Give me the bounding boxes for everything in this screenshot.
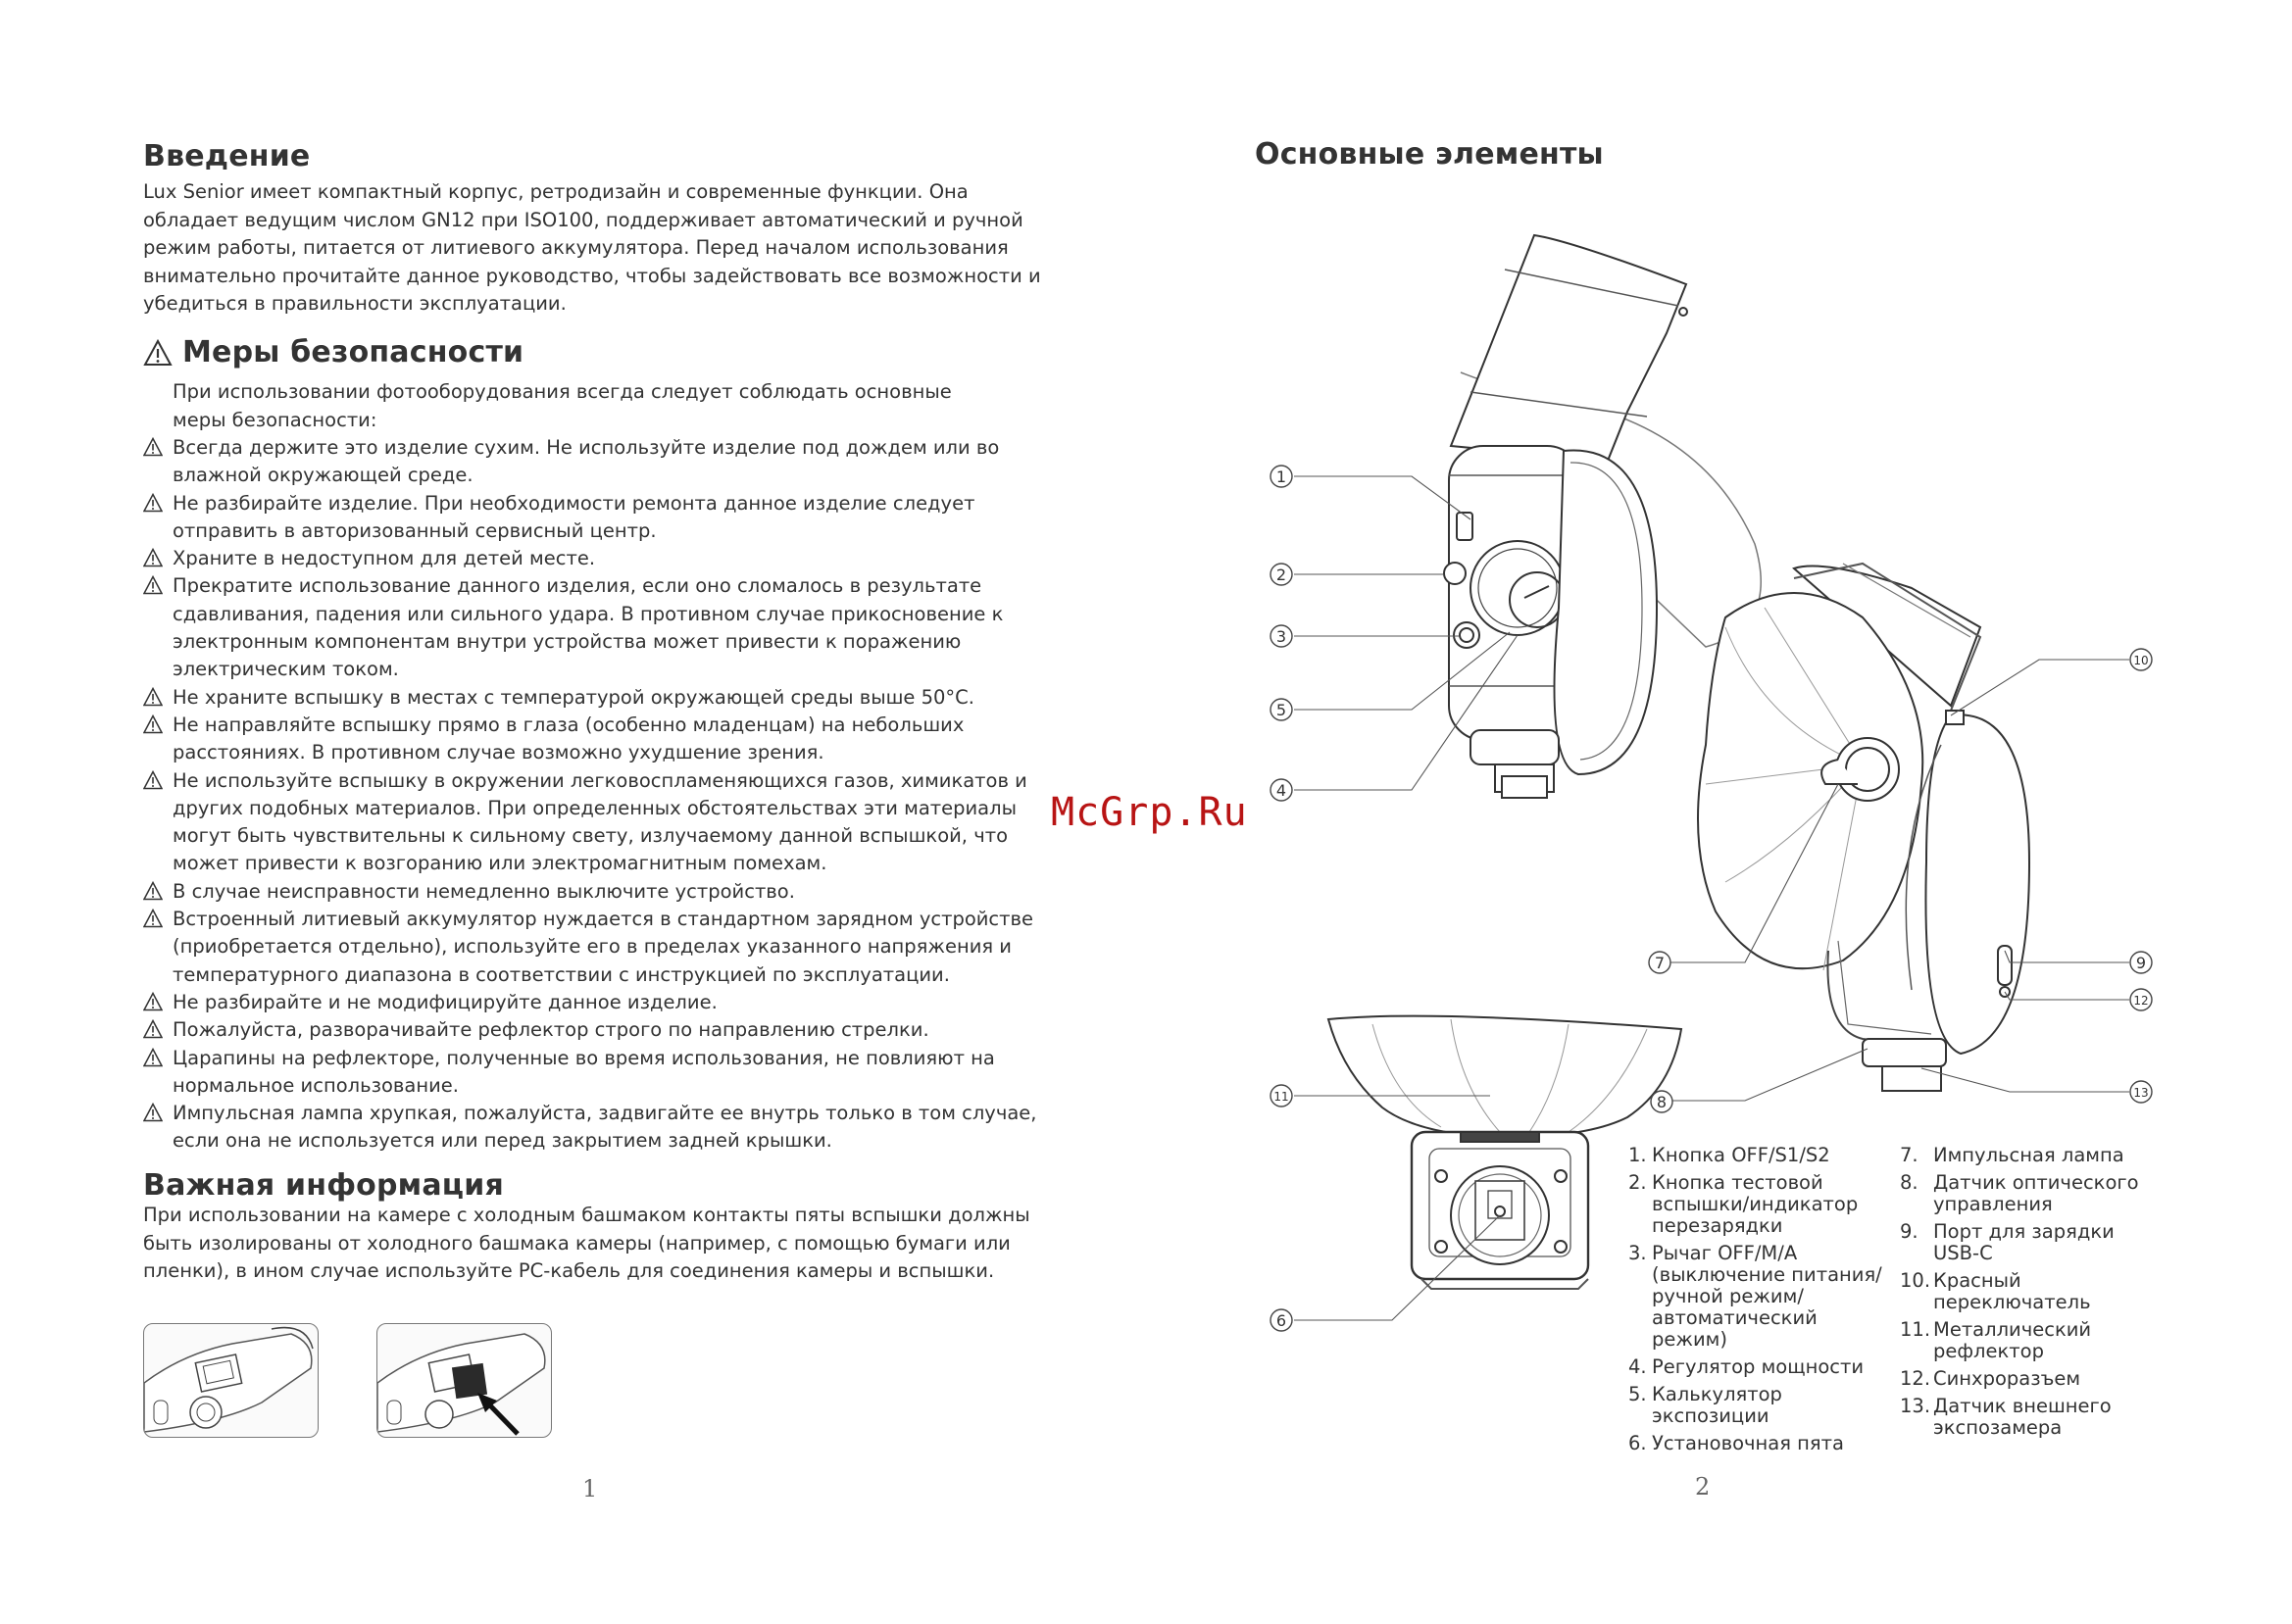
safety-item — [143, 878, 1050, 906]
legend-number: 9. — [1900, 1220, 1918, 1243]
callout-6 — [1271, 1309, 1292, 1331]
safety-item-text: Встроенный литиевый аккумулятор нуждается в стандартном зарядном устройстве (приобретается отдельно), используйте его в пределах указанного напряжения и температурного диапазона в соответствии с инструкцией по эксплуатации. — [173, 908, 1034, 986]
svg-text:12: 12 — [2133, 994, 2149, 1008]
svg-text:5: 5 — [1275, 701, 1287, 719]
warning-icon — [143, 909, 163, 928]
legend-item — [1900, 1270, 2165, 1313]
legend-number: 13. — [1900, 1395, 1931, 1417]
legend-text: Кнопка OFF/S1/S2 — [1652, 1144, 1830, 1166]
legend-number: 6. — [1628, 1432, 1647, 1454]
safety-item-text: Храните в недоступном для детей месте. — [173, 547, 596, 570]
callout-10 — [2130, 649, 2152, 670]
callout-2 — [1271, 564, 1292, 585]
legend-text: Синхроразъем — [1933, 1367, 2081, 1390]
warning-icon — [143, 881, 163, 901]
safety-heading — [143, 335, 523, 369]
legend-item — [1900, 1368, 2165, 1390]
legend-text: Порт для зарядки USB-C — [1933, 1220, 2115, 1264]
warning-icon — [143, 493, 163, 513]
legend-number: 7. — [1900, 1144, 1918, 1166]
intro-text: Lux Senior имеет компактный корпус, ретродизайн и современные функции. Она обладает ведущим числом GN12 при ISO100, поддерживает автоматический и ручной режим работы, питается от литиевого аккумулятора. Перед началом использования внимательно прочитайте данное руководство, чтобы задействовать все возможности и убедиться в правильности эксплуатации. — [143, 180, 1041, 315]
warning-icon — [143, 1019, 163, 1039]
svg-text:1: 1 — [1275, 468, 1287, 486]
svg-text:11: 11 — [1273, 1090, 1289, 1104]
callout-3 — [1271, 625, 1292, 647]
warning-icon — [143, 339, 173, 367]
safety-item-text: Не направляйте вспышку прямо в глаза (особенно младенцам) на небольших расстояниях. В противном случае возможно ухудшение зрения. — [173, 713, 965, 764]
legend-number: 3. — [1628, 1242, 1647, 1264]
callout-13 — [2130, 1081, 2152, 1103]
safety-item — [143, 989, 1050, 1016]
safety-list — [143, 434, 1050, 1156]
legend-left — [1628, 1145, 1893, 1460]
safety-item-text: Не разбирайте изделие. При необходимости ремонта данное изделие следует отправить в авторизованный сервисный центр. — [173, 491, 975, 542]
legend-item — [1900, 1396, 2165, 1439]
legend-item — [1628, 1145, 1893, 1166]
warning-icon — [143, 687, 163, 707]
legend-number: 10. — [1900, 1269, 1931, 1292]
safety-item — [143, 767, 1050, 878]
legend-item — [1900, 1145, 2165, 1166]
legend-number: 11. — [1900, 1318, 1931, 1341]
legend-text: Кнопка тестовой вспышки/индикатор перезарядки — [1652, 1171, 1859, 1237]
warning-icon — [143, 1048, 163, 1067]
important-title: Важная информация — [143, 1168, 504, 1203]
safety-lead: При использовании фотооборудования всегда следует соблюдать основные меры безопасности: — [173, 380, 952, 431]
legend-number: 5. — [1628, 1383, 1647, 1405]
safety-item — [143, 906, 1050, 989]
legend-number: 8. — [1900, 1171, 1918, 1194]
warning-icon — [143, 548, 163, 567]
legend-item — [1628, 1384, 1893, 1427]
legend-item — [1900, 1319, 2165, 1362]
svg-text:2: 2 — [1275, 566, 1287, 584]
insulated-hotshoe-illustration — [376, 1323, 552, 1438]
warning-icon — [143, 770, 163, 790]
legend-item — [1900, 1221, 2165, 1264]
svg-text:7: 7 — [1654, 954, 1666, 972]
hotshoe-illustration — [143, 1323, 319, 1438]
safety-item-text: Не разбирайте и не модифицируйте данное изделие. — [173, 990, 718, 1013]
safety-item — [143, 1016, 1050, 1044]
safety-item — [143, 572, 1050, 683]
legend-text: Рычаг OFF/M/A (выключение питания/ ручной режим/ автоматический режим) — [1652, 1242, 1882, 1351]
warning-icon — [143, 714, 163, 734]
safety-item — [143, 545, 1050, 572]
svg-text:4: 4 — [1275, 781, 1287, 800]
callout-12 — [2130, 989, 2152, 1010]
safety-item-text: Не используйте вспышку в окружении легковоспламеняющихся газов, химикатов и других подобных материалов. При определенных обстоятельствах эти материалы могут быть чувствительны к сильному свету, излучаемому данной вспышкой, что может привести к возгоранию или электромагнитным помехам. — [173, 768, 1027, 875]
page-number-2: 2 — [1695, 1473, 1711, 1501]
legend-item — [1628, 1433, 1893, 1454]
legend-right — [1900, 1145, 2165, 1445]
safety-item — [143, 684, 1050, 712]
svg-text:13: 13 — [2133, 1086, 2149, 1100]
legend-number: 2. — [1628, 1171, 1647, 1194]
svg-text:6: 6 — [1275, 1311, 1287, 1330]
svg-text:3: 3 — [1275, 627, 1287, 646]
svg-text:9: 9 — [2135, 954, 2147, 972]
safety-item-text: Царапины на рефлекторе, полученные во время использования, не повлияют на нормальное использование. — [173, 1046, 995, 1097]
safety-item — [143, 490, 1050, 546]
legend-text: Установочная пята — [1652, 1432, 1844, 1454]
watermark: McGrp.Ru — [1051, 790, 1248, 835]
callout-5 — [1271, 699, 1292, 720]
svg-text:8: 8 — [1656, 1093, 1668, 1111]
legend-item — [1900, 1172, 2165, 1215]
safety-item — [143, 1045, 1050, 1101]
callout-8 — [1651, 1091, 1672, 1112]
warning-icon — [143, 992, 163, 1011]
elements-title: Основные элементы — [1255, 137, 1604, 172]
legend-text: Датчик внешнего экспозамера — [1933, 1395, 2112, 1439]
safety-title: Меры безопасности — [182, 335, 524, 369]
callout-11 — [1271, 1085, 1292, 1107]
legend-item — [1628, 1356, 1893, 1378]
safety-item — [143, 712, 1050, 767]
callout-7 — [1649, 952, 1670, 973]
warning-icon — [143, 575, 163, 595]
safety-item-text: Прекратите использование данного изделия, если оно сломалось в результате сдавливания, падения или сильного удара. В противном случае прикосновение к электронным компонентам внутри устройства может привести к поражению электрическим током. — [173, 574, 1004, 681]
legend-text: Калькулятор экспозиции — [1652, 1383, 1782, 1427]
legend-number: 4. — [1628, 1355, 1647, 1378]
safety-item-text: Пожалуйста, разворачивайте рефлектор строго по направлению стрелки. — [173, 1018, 929, 1042]
safety-item-text: Всегда держите это изделие сухим. Не используйте изделие под дождем или во влажной окружающей среде. — [173, 436, 1000, 487]
legend-number: 1. — [1628, 1144, 1647, 1166]
legend-text: Металлический рефлектор — [1933, 1318, 2092, 1362]
safety-item — [143, 434, 1050, 490]
legend-text: Импульсная лампа — [1933, 1144, 2124, 1166]
legend-number: 12. — [1900, 1367, 1931, 1390]
page-number-1: 1 — [582, 1475, 598, 1502]
safety-item-text: Импульсная лампа хрупкая, пожалуйста, задвигайте ее внутрь только в том случае, если она не используется или перед закрытием задней крышки. — [173, 1102, 1037, 1153]
safety-item-text: Не храните вспышку в местах с температурой окружающей среды выше 50°C. — [173, 685, 975, 709]
important-text: При использовании на камере с холодным башмаком контакты пяты вспышки должны быть изолированы от холодного башмака камеры (например, с помощью бумаги или пленки), в ином случае используйте PC-кабель для соединения камеры и вспышки. — [143, 1204, 1030, 1282]
legend-text: Красный переключатель — [1933, 1269, 2091, 1313]
callout-4 — [1271, 779, 1292, 801]
intro-title: Введение — [143, 139, 311, 173]
legend-item — [1628, 1243, 1893, 1351]
safety-item — [143, 1100, 1050, 1156]
safety-item-text: В случае неисправности немедленно выключите устройство. — [173, 879, 795, 903]
warning-icon — [143, 437, 163, 457]
callout-9 — [2130, 952, 2152, 973]
callout-1 — [1271, 466, 1292, 487]
legend-item — [1628, 1172, 1893, 1237]
svg-text:10: 10 — [2133, 654, 2149, 667]
legend-text: Регулятор мощности — [1652, 1355, 1865, 1378]
legend-text: Датчик оптического управления — [1933, 1171, 2139, 1215]
warning-icon — [143, 1103, 163, 1122]
